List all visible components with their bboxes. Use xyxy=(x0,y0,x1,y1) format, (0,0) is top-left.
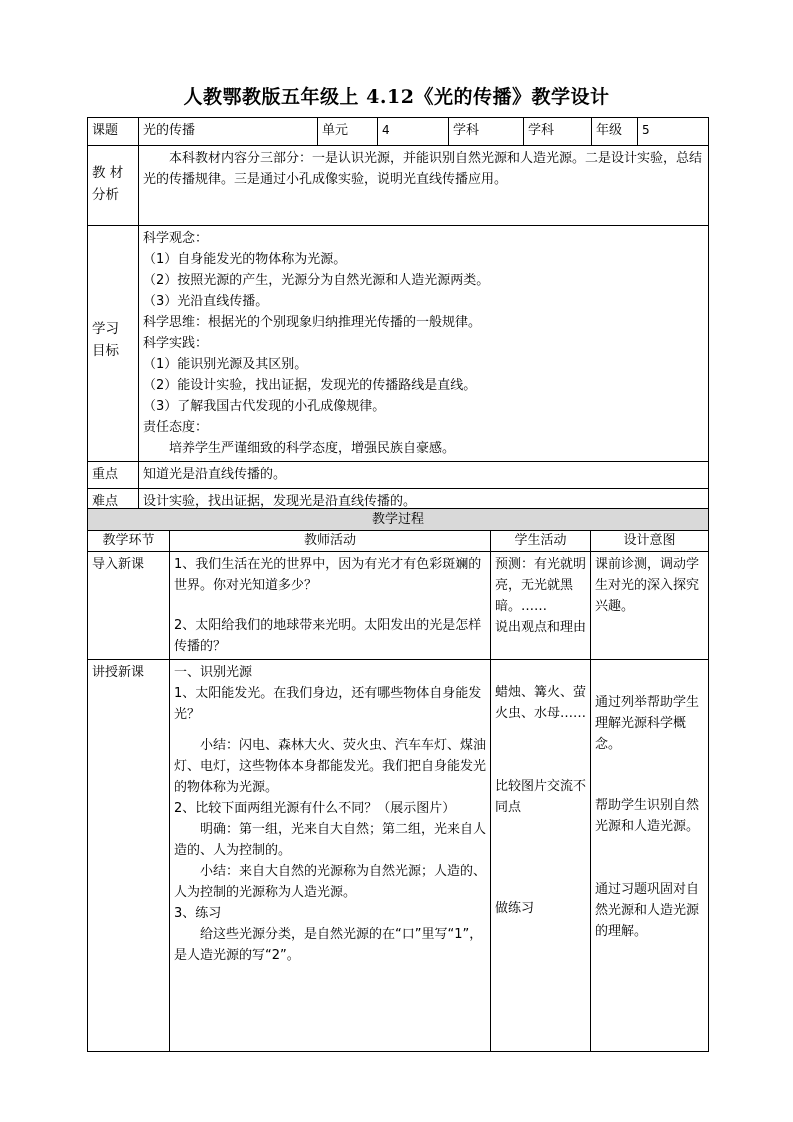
goals-line: （2）按照光源的产生，光源分为自然光源和人造光源两类。 xyxy=(143,273,490,288)
goals-label: 学习 目标 xyxy=(88,226,139,462)
goals-line: （3）了解我国古代发现的小孔成像规律。 xyxy=(143,399,386,414)
course-label: 课题 xyxy=(88,118,139,146)
difficulty-label: 难点 xyxy=(88,489,139,516)
column-header: 教师活动 xyxy=(170,531,491,552)
analysis-label: 教 材 分析 xyxy=(88,146,139,226)
goals-list xyxy=(139,226,709,462)
unit-label: 单元 xyxy=(318,118,378,146)
intro-row xyxy=(88,552,709,660)
intro-intent: 课前诊测，调动学生对光的深入探究兴趣。 xyxy=(591,552,709,660)
goals-row xyxy=(88,226,709,462)
goals-line: 责任态度： xyxy=(143,420,209,435)
column-header: 学生活动 xyxy=(491,531,591,552)
grade-label: 年级 xyxy=(592,118,638,146)
intro-student: 预测：有光就明亮，无光就黑暗。…… 说出观点和理由 xyxy=(491,552,591,660)
analysis-row xyxy=(88,146,709,226)
info-table xyxy=(87,117,709,516)
key-point-label: 重点 xyxy=(88,462,139,489)
analysis-text: 本科教材内容分三部分：一是认识光源，并能识别自然光源和人造光源。二是设计实验，总结光的传播规律。三是通过小孔成像实验，说明光直线传播应用。 xyxy=(139,146,709,226)
process-header-row xyxy=(88,509,709,531)
subject-value: 学科 xyxy=(524,118,592,146)
goals-line: （1）能识别光源及其区别。 xyxy=(143,357,308,372)
intro-teacher: 1、我们生活在光的世界中，因为有光才有色彩斑斓的世界。你对光知道多少？ 2、太阳给我们的地球带来光明。太阳发出的光是怎样传播的？ xyxy=(170,552,491,660)
intro-stage: 导入新课 xyxy=(88,552,170,660)
difficulty-text: 设计实验，找出证据，发现光是沿直线传播的。 xyxy=(139,489,709,516)
goals-line: 科学观念： xyxy=(143,231,209,246)
column-header: 设计意图 xyxy=(591,531,709,552)
key-point-row xyxy=(88,462,709,489)
process-table xyxy=(87,508,709,1052)
course-value: 光的传播 xyxy=(139,118,318,146)
goals-line: 科学思维：根据光的个别现象归纳推理光传播的一般规律。 xyxy=(143,315,482,330)
subject-label: 学科 xyxy=(449,118,524,146)
lesson-stage: 讲授新课 xyxy=(88,660,170,1052)
goals-line: （3）光沿直线传播。 xyxy=(143,294,269,309)
column-header-row xyxy=(88,531,709,552)
page-title: 人教鄂教版五年级上 4.12《光的传播》教学设计 xyxy=(183,86,610,108)
lesson-row xyxy=(88,660,709,1052)
course-row xyxy=(88,118,709,146)
column-header: 教学环节 xyxy=(88,531,170,552)
goals-line: 培养学生严谨细致的科学态度，增强民族自豪感。 xyxy=(169,441,456,456)
lesson-teacher: 一、识别光源 1、太阳能发光。在我们身边，还有哪些物体自身能发光？ 小结：闪电、森林大火、荧火虫、汽车车灯、煤油灯、电灯，这些物体本身都能发光。我们把自身能发光的物体称为光源。 2、比较下面两组光源有什么不同？（展示图片） 明确：第一组，光来自大自然；第二组，光来自人造的、人为控制的。 小结：来自大自然的光源称为自然光源；人造的、人为控制的光源称为人造光源。 3、练习 给这些光源分类，是自然光源的在“口”里写“1”，是人造光源的写“2”。 xyxy=(170,660,491,1052)
lesson-intent: 通过列举帮助学生理解光源科学概念。 帮助学生识别自然光源和人造光源。 通过习题巩固对自然光源和人造光源的理解。 xyxy=(591,660,709,1052)
goals-line: （2）能设计实验，找出证据，发现光的传播路线是直线。 xyxy=(143,378,477,393)
goals-line: （1）自身能发光的物体称为光源。 xyxy=(143,252,347,267)
unit-value: 4 xyxy=(378,118,449,146)
goals-line: 科学实践： xyxy=(143,336,209,351)
lesson-student: 蜡烛、篝火、萤火虫、水母…… 比较图片交流不同点 做练习 xyxy=(491,660,591,1052)
key-point-text: 知道光是沿直线传播的。 xyxy=(139,462,709,489)
process-header: 教学过程 xyxy=(88,509,709,531)
grade-value: 5 xyxy=(638,118,709,146)
